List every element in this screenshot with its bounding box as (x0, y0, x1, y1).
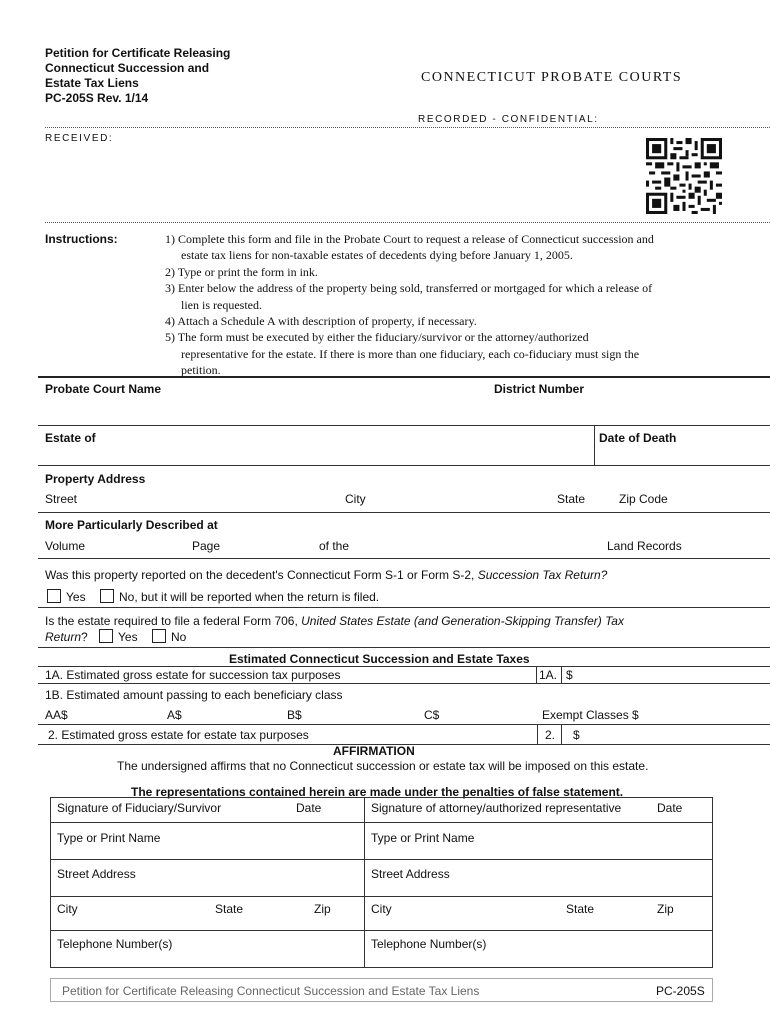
q2-no-label: No (171, 630, 187, 644)
fiduciary-state-field[interactable]: State (215, 902, 244, 916)
form-title-line: Estate Tax Liens (45, 76, 139, 90)
question-s1-s2 (45, 568, 607, 582)
divider (38, 666, 770, 667)
question-706 (45, 614, 624, 628)
fiduciary-street-field[interactable]: Street Address (57, 867, 136, 881)
question-italic: Succession Tax Return? (477, 568, 608, 582)
page-field[interactable]: Page (192, 539, 221, 553)
fiduciary-date-field[interactable]: Date (296, 801, 322, 815)
line-1a-amount-field[interactable]: $ (566, 668, 573, 682)
attorney-signature-field[interactable]: Signature of attorney/authorized representative (371, 801, 622, 815)
q1-yes-checkbox[interactable] (47, 589, 61, 603)
footer-form-code: PC-205S (656, 984, 705, 998)
divider (561, 724, 562, 744)
instruction-item: estate tax liens for non-taxable estates of decedents dying before January 1, 2005. (181, 248, 573, 263)
district-number-field[interactable]: District Number (494, 382, 585, 396)
of-the-label: of the (319, 539, 350, 553)
divider (50, 930, 713, 931)
q2-yes-checkbox[interactable] (99, 629, 113, 643)
form-title-line: Petition for Certificate Releasing (45, 46, 231, 60)
instruction-item: 3) Enter below the address of the property being sold, transferred or mortgaged for which a release of (165, 281, 653, 296)
divider (594, 425, 595, 465)
question-text: Is the estate required to file a federal Form 706, (45, 614, 302, 628)
q1-no-label: No, but it will be reported when the return is filed. (119, 590, 380, 604)
question-706-cont (45, 630, 88, 644)
affirmation-heading: AFFIRMATION (333, 744, 415, 758)
instruction-item: 1) Complete this form and file in the Probate Court to request a release of Connecticut succession and (165, 232, 654, 246)
exempt-classes-field[interactable]: Exempt Classes $ (542, 708, 639, 722)
street-field[interactable]: Street (45, 492, 78, 506)
form-title-line: Connecticut Succession and (45, 61, 210, 75)
footer-title: Petition for Certificate Releasing Connecticut Succession and Estate Tax Liens (62, 984, 480, 998)
divider (50, 859, 713, 860)
received-label: RECEIVED: (45, 133, 114, 144)
instruction-item: lien is requested. (181, 297, 262, 312)
line-2-label: 2. Estimated gross estate for estate tax purposes (48, 728, 309, 742)
estate-of-field[interactable]: Estate of (45, 431, 96, 445)
question-mark: ? (81, 630, 88, 644)
attorney-name-field[interactable]: Type or Print Name (371, 831, 475, 845)
line-2-amount-field[interactable]: $ (573, 728, 580, 742)
attorney-state-field[interactable]: State (566, 902, 595, 916)
q2-yes-label: Yes (118, 630, 138, 644)
question-italic: Return (45, 630, 82, 644)
instruction-item: 4) Attach a Schedule A with description of property, if necessary. (165, 314, 477, 329)
volume-field[interactable]: Volume (45, 539, 86, 553)
form-number: PC-205S Rev. 1/14 (45, 91, 149, 105)
divider (50, 896, 713, 897)
divider (50, 822, 713, 823)
divider (38, 376, 770, 378)
class-aa-field[interactable]: AA$ (45, 708, 68, 722)
probate-court-name-field[interactable]: Probate Court Name (45, 382, 162, 396)
attorney-zip-field[interactable]: Zip (657, 902, 674, 916)
divider (38, 512, 770, 513)
divider (536, 666, 537, 683)
qr-code-icon (646, 138, 722, 214)
instructions-list (165, 231, 725, 379)
class-a-field[interactable]: A$ (167, 708, 182, 722)
line-2-box: 2. (545, 728, 556, 742)
q1-yes-label: Yes (66, 590, 86, 604)
attorney-date-field[interactable]: Date (657, 801, 683, 815)
divider (38, 558, 770, 559)
fiduciary-name-field[interactable]: Type or Print Name (57, 831, 161, 845)
recorded-label: RECORDED - CONFIDENTIAL: (418, 114, 599, 125)
more-described-heading: More Particularly Described at (45, 518, 218, 532)
line-1b-label: 1B. Estimated amount passing to each beneficiary class (45, 688, 343, 702)
divider (38, 465, 770, 466)
court-title: CONNECTICUT PROBATE COURTS (421, 70, 683, 85)
taxes-heading: Estimated Connecticut Succession and Estate Taxes (229, 652, 530, 666)
q1-no-checkbox[interactable] (100, 589, 114, 603)
attorney-street-field[interactable]: Street Address (371, 867, 450, 881)
divider (38, 724, 770, 725)
fiduciary-phone-field[interactable]: Telephone Number(s) (57, 937, 173, 951)
instructions-label: Instructions: (45, 232, 118, 246)
q2-no-checkbox[interactable] (152, 629, 166, 643)
penalty-statement: The representations contained herein are made under the penalties of false statement. (131, 785, 624, 799)
divider (537, 724, 538, 744)
divider (38, 647, 770, 648)
line-1a-box: 1A. (539, 668, 558, 682)
question-italic: United States Estate (and Generation-Skipping Transfer) Tax (301, 614, 624, 628)
divider (38, 425, 770, 426)
attorney-phone-field[interactable]: Telephone Number(s) (371, 937, 487, 951)
divider (561, 666, 562, 683)
instruction-item: representative for the estate. If there is more than one fiduciary, each co-fiduciary must sign the (181, 346, 640, 361)
question-text: Was this property reported on the decedent's Connecticut Form S-1 or Form S-2, (45, 568, 478, 582)
attorney-city-field[interactable]: City (371, 902, 392, 916)
property-address-heading: Property Address (45, 472, 146, 486)
line-1a-label: 1A. Estimated gross estate for succession tax purposes (45, 668, 341, 682)
affirmation-text: The undersigned affirms that no Connecticut succession or estate tax will be imposed on this estate. (117, 759, 649, 773)
fiduciary-signature-field[interactable]: Signature of Fiduciary/Survivor (57, 801, 222, 815)
instruction-item: 5) The form must be executed by either the fiduciary/survivor or the attorney/authorized (165, 330, 589, 345)
date-of-death-field[interactable]: Date of Death (599, 431, 677, 445)
divider (45, 222, 770, 223)
divider (38, 607, 770, 608)
form-title (45, 46, 230, 106)
instruction-item: 2) Type or print the form in ink. (165, 264, 318, 279)
state-field[interactable]: State (557, 492, 586, 506)
divider (38, 683, 770, 684)
city-field[interactable]: City (345, 492, 366, 506)
fiduciary-city-field[interactable]: City (57, 902, 78, 916)
fiduciary-zip-field[interactable]: Zip (314, 902, 331, 916)
class-c-field[interactable]: C$ (424, 708, 440, 722)
instruction-item: petition. (181, 363, 221, 378)
class-b-field[interactable]: B$ (287, 708, 302, 722)
land-records-label: Land Records (607, 539, 682, 553)
zip-code-field[interactable]: Zip Code (619, 492, 668, 506)
divider (45, 127, 770, 128)
